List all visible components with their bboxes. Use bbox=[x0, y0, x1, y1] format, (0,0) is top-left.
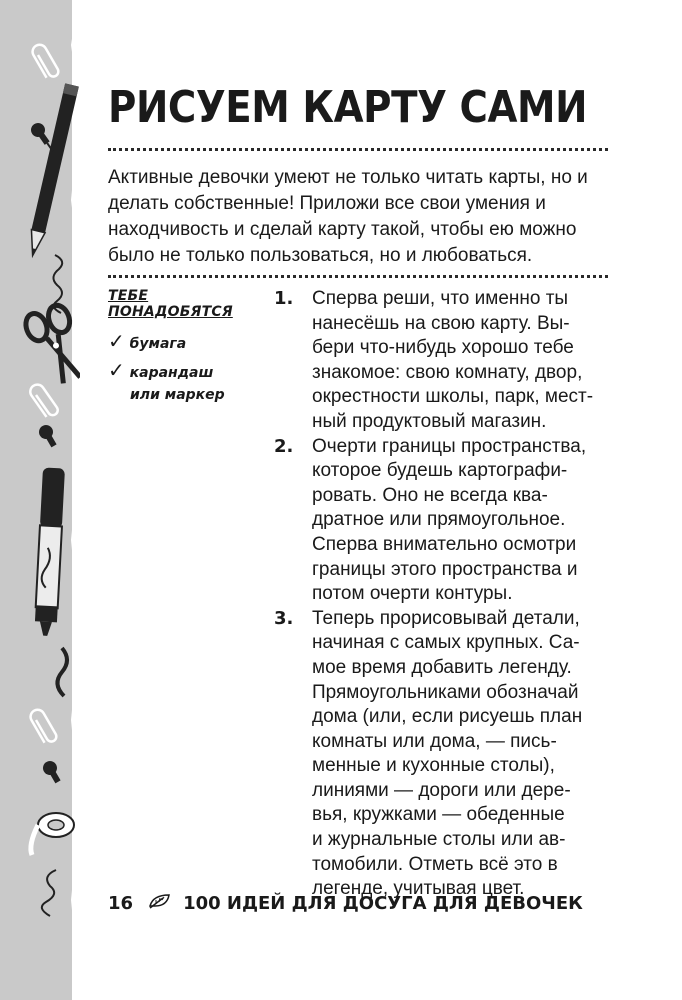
step-number: 1. bbox=[274, 288, 294, 309]
materials-item bbox=[108, 330, 268, 355]
step-number: 3. bbox=[274, 607, 294, 629]
side-decor-strip bbox=[0, 0, 72, 1000]
step-item bbox=[270, 607, 620, 902]
step-text: Сперва реши, что именно ты нанесёшь на свою карту. Вы- бери что-нибудь хорошо тебе знакомое: свою комнату, двор, окрестности школы, парк, мест- ный продуктовый магазин. bbox=[312, 288, 594, 432]
paperclip-icon bbox=[28, 707, 58, 745]
dotted-divider bbox=[108, 148, 608, 151]
step-number: 2. bbox=[274, 435, 294, 457]
pencil-icon bbox=[26, 83, 79, 257]
dotted-divider bbox=[108, 275, 608, 278]
tape-roll-icon bbox=[31, 813, 74, 855]
materials-item bbox=[108, 359, 268, 406]
materials-title: ТЕБЕ ПОНАДОБЯТСЯ bbox=[108, 288, 233, 320]
scissors-icon bbox=[22, 302, 80, 388]
materials-item-text: карандаш bbox=[129, 365, 214, 381]
page-title: РИСУЕМ КАРТУ САМИ bbox=[108, 82, 588, 133]
step-text: Теперь прорисовывай детали, начиная с самых крупных. Са- мое время добавить легенду. Прямоугольниками обозначай дома (или, если рисуешь план комнаты или дома, — пись- менные и кухонные столы), линиями — дороги или дере- вья, кружками — обеденные и журнальные столы или ав- томобили. Отметь всё это в легенде, учитывая цвет. bbox=[312, 607, 583, 900]
paperclip-icon bbox=[30, 42, 60, 80]
scribble-decoration bbox=[57, 648, 67, 696]
intro-paragraph: Активные девочки умеют не только читать карты, но и делать собственные! Приложи все свои умения и находчивость и сделай карту такой, чтобы ею можно было не только пользоваться, но и любоваться. bbox=[108, 167, 588, 266]
steps-list bbox=[270, 287, 620, 902]
scribble-decoration bbox=[42, 870, 56, 916]
materials-item-text: бумага bbox=[129, 336, 187, 352]
checkmark-icon: ✓ bbox=[108, 329, 125, 353]
pushpin-icon bbox=[36, 422, 60, 449]
step-item bbox=[270, 287, 620, 435]
checkmark-icon: ✓ bbox=[108, 358, 125, 382]
page-footer bbox=[108, 893, 583, 914]
marker-icon bbox=[34, 467, 65, 636]
materials-item-text: или маркер bbox=[130, 387, 225, 403]
materials-list bbox=[108, 288, 268, 410]
step-text: Очерти границы пространства, которое будешь картографи- ровать. Оно не всегда ква- дратное или прямоугольное. Сперва внимательно осмотри границы этого пространства и потом очерти контуры. bbox=[312, 435, 587, 605]
pushpin-icon bbox=[40, 758, 64, 785]
torn-edge bbox=[71, 0, 76, 1000]
page-number: 16 bbox=[108, 893, 134, 914]
paperclip-icon bbox=[28, 382, 60, 420]
leaf-icon bbox=[149, 893, 171, 914]
book-title: 100 ИДЕЙ ДЛЯ ДОСУГА ДЛЯ ДЕВОЧЕК bbox=[183, 893, 583, 914]
step-item bbox=[270, 435, 620, 607]
